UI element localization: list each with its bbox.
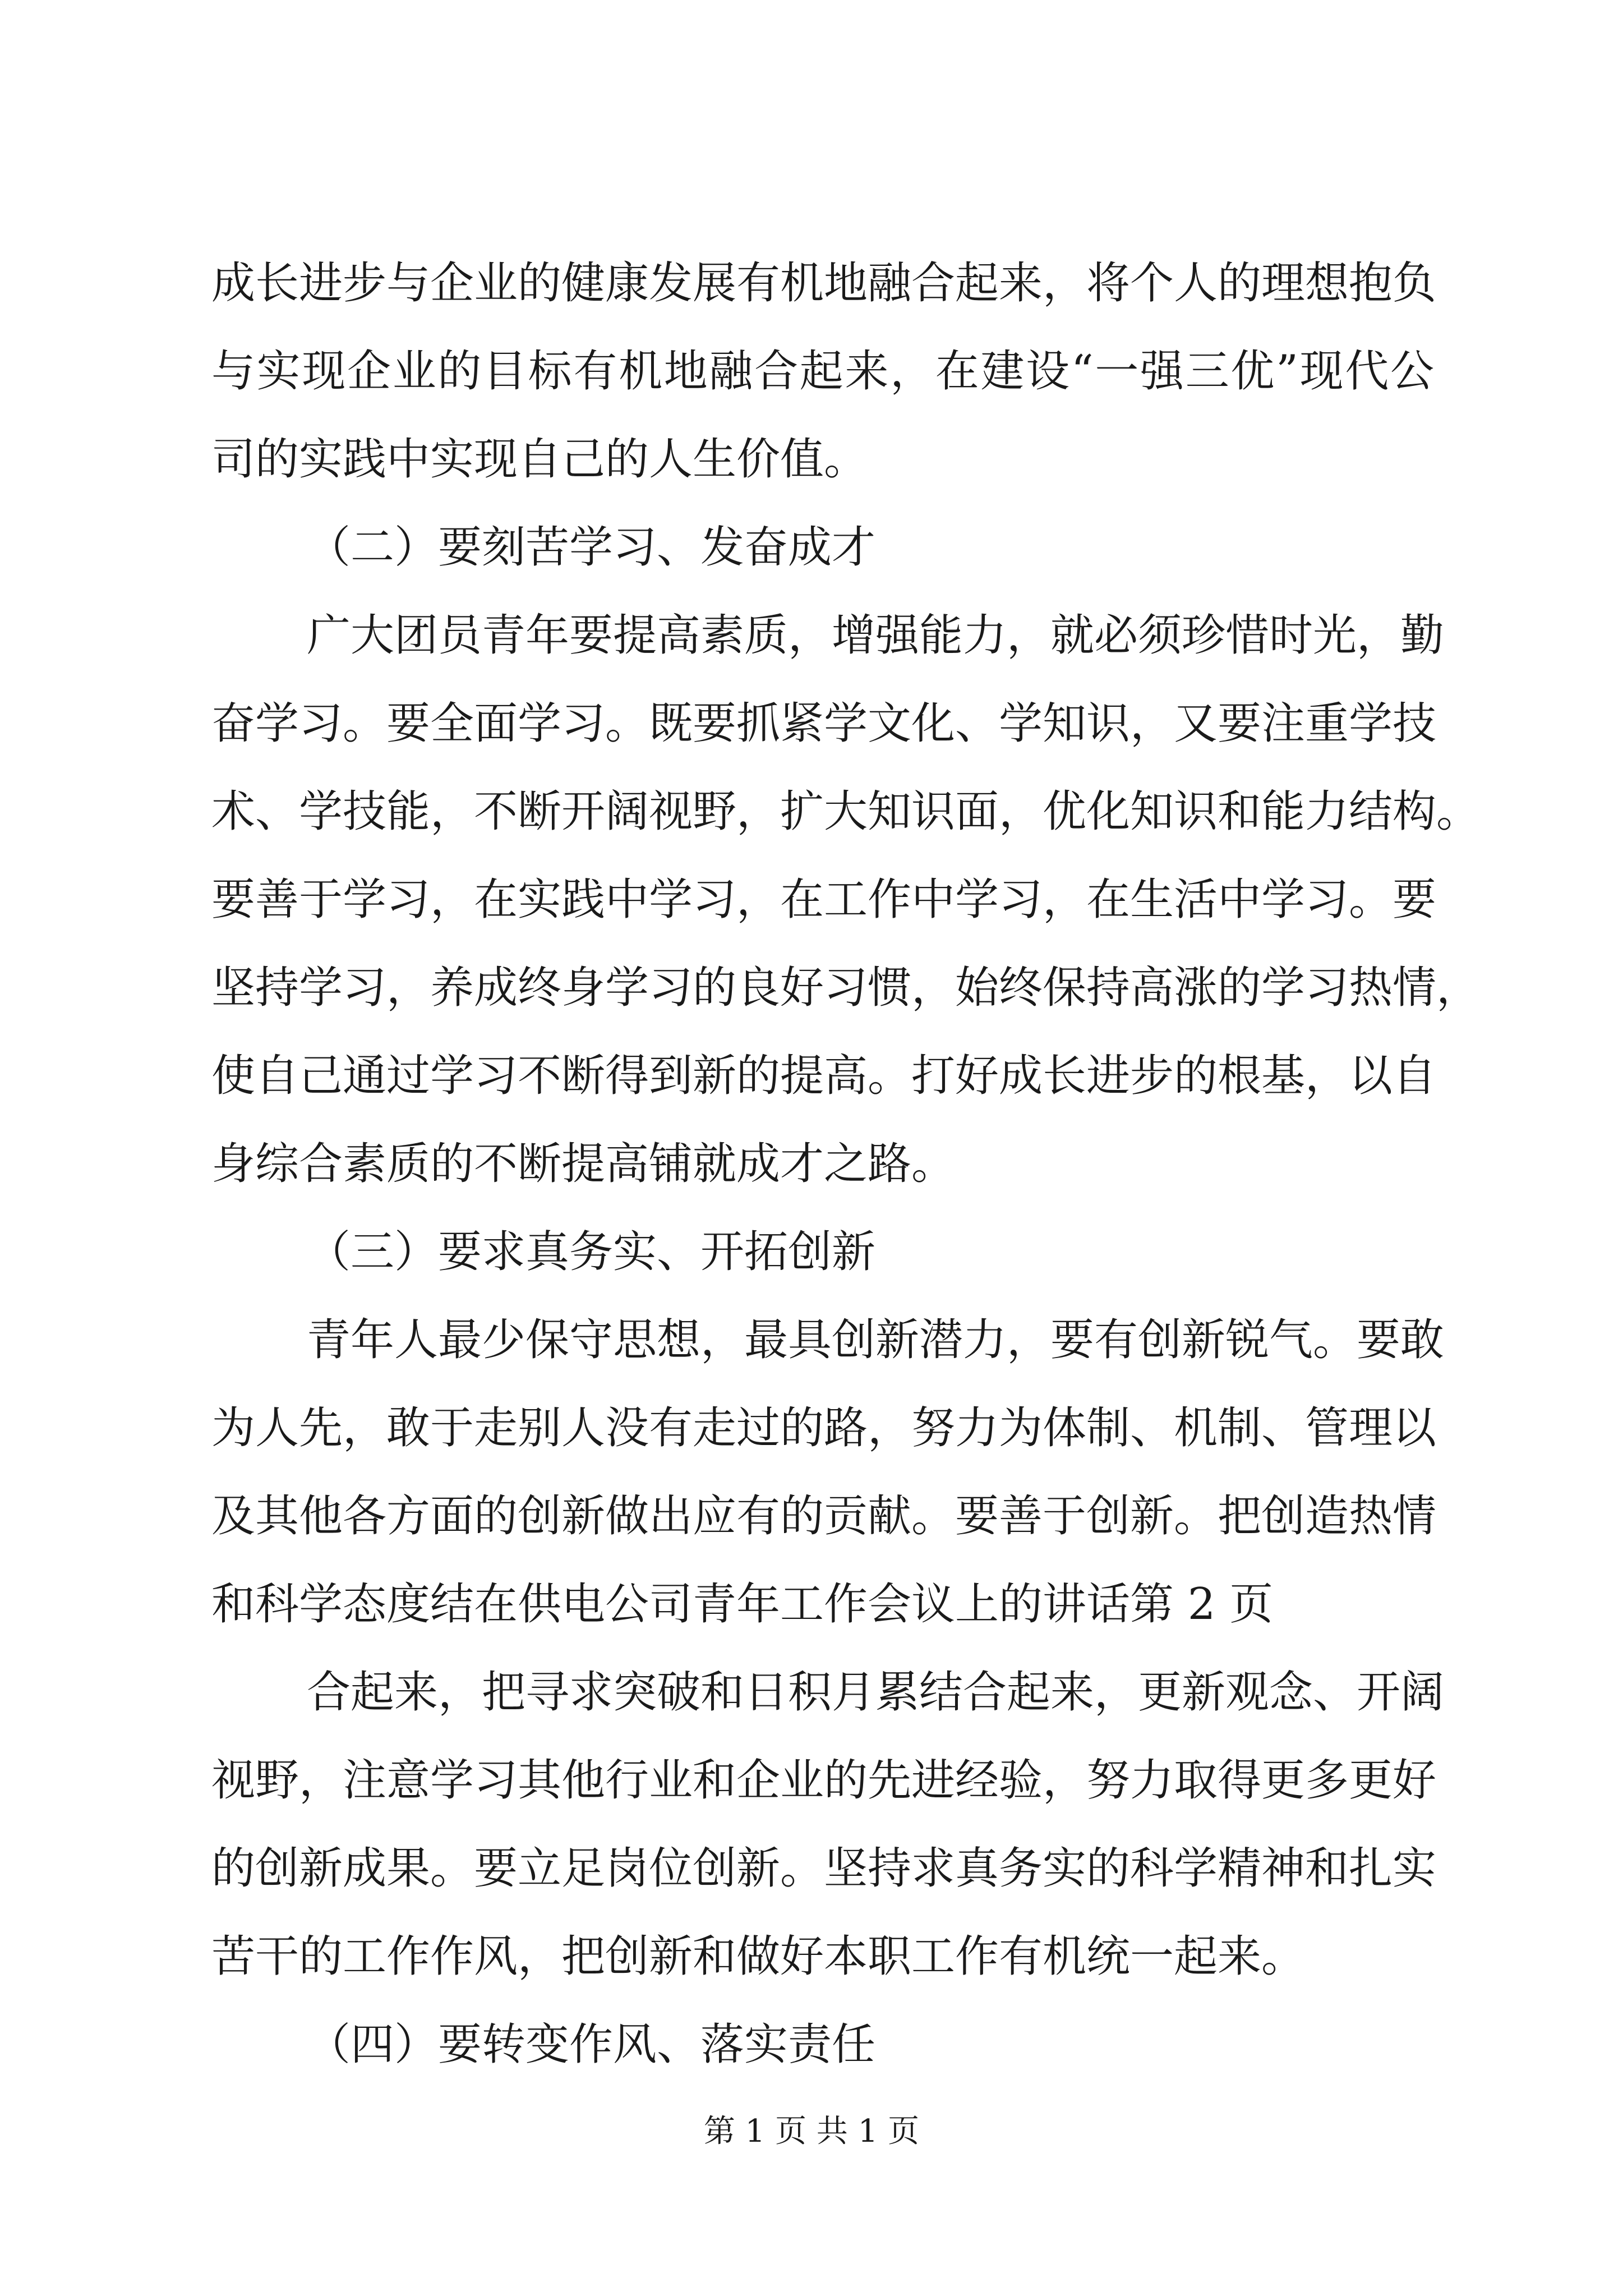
text-line: 苦干的工作作风，把创新和做好本职工作有机统一起来。 bbox=[211, 1931, 1306, 1982]
paragraph-start: 合起来，把寻求突破和日积月累结合起来，更新观念、开阔 bbox=[307, 1667, 1445, 1718]
text-line: 与实现企业的目标有机地融合起来，在建设“一强三优”现代公 bbox=[211, 346, 1434, 397]
page-footer: 第 1 页 共 1 页 bbox=[703, 2113, 920, 2150]
paragraph-start: 广大团员青年要提高素质，增强能力，就必须珍惜时光，勤 bbox=[307, 610, 1445, 661]
text-line: 和科学态度结在供电公司青年工作会议上的讲话第 2 页 bbox=[211, 1579, 1274, 1630]
text-line: 使自己通过学习不断得到新的提高。打好成长进步的根基，以自 bbox=[211, 1051, 1437, 1101]
text-line: 及其他各方面的创新做出应有的贡献。要善于创新。把创造热情 bbox=[211, 1491, 1437, 1542]
text-line: 的创新成果。要立足岗位创新。坚持求真务实的科学精神和扎实 bbox=[211, 1843, 1437, 1894]
text-line: 身综合素质的不断提高铺就成才之路。 bbox=[211, 1139, 956, 1189]
text-line: 奋学习。要全面学习。既要抓紧学文化、学知识，又要注重学技 bbox=[211, 698, 1437, 749]
text-line: 视野，注意学习其他行业和企业的先进经验，努力取得更多更好 bbox=[211, 1755, 1437, 1806]
text-line: 坚持学习，养成终身学习的良好习惯，始终保持高涨的学习热情， bbox=[211, 963, 1481, 1013]
paragraph-start: 青年人最少保守思想，最具创新潜力，要有创新锐气。要敢 bbox=[307, 1315, 1445, 1365]
text-line: 术、学技能，不断开阔视野，扩大知识面，优化知识和能力结构。 bbox=[211, 786, 1481, 837]
text-line: 成长进步与企业的健康发展有机地融合起来，将个人的理想抱负 bbox=[211, 258, 1437, 309]
text-line: 要善于学习，在实践中学习，在工作中学习，在生活中学习。要 bbox=[211, 875, 1437, 925]
section-heading-2: （二）要刻苦学习、发奋成才 bbox=[307, 522, 876, 573]
text-line: 为人先，敢于走别人没有走过的路，努力为体制、机制、管理以 bbox=[211, 1403, 1437, 1453]
section-heading-3: （三）要求真务实、开拓创新 bbox=[307, 1227, 876, 1277]
text-line: 司的实践中实现自己的人生价值。 bbox=[211, 434, 868, 485]
section-heading-4: （四）要转变作风、落实责任 bbox=[307, 2019, 876, 2070]
